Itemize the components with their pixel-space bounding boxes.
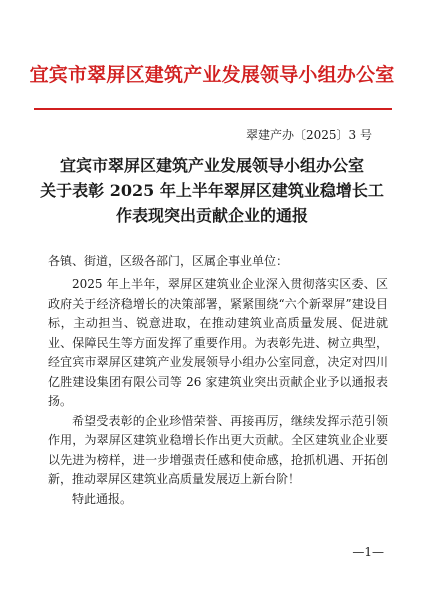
- page-number: —1—: [352, 545, 384, 559]
- document-title: [0, 153, 424, 228]
- body-paragraph: 2025 年上半年，翠屏区建筑业企业深入贯彻落实区委、区政府关于经济稳增长的决策部署，紧紧围绕“六个新翠屏”建设目标，主动担当、锐意进取，在推动建筑业高质量发展、促进就业、保障民生等方面发挥了重要作用。为表彰先进、树立典型，经宜宾市翠屏区建筑产业发展领导小组办公室同意，决定对四川亿胜建设集团有限公司等 26 家建筑业突出贡献企业予以通报表扬。: [48, 277, 388, 408]
- salutation: 各镇、街道，区级各部门，区属企事业单位：: [48, 254, 289, 268]
- issuing-organization-header: 宜宾市翠屏区建筑产业发展领导小组办公室: [29, 64, 395, 86]
- document-title-line: 作表现突出贡献企业的通报: [115, 206, 308, 225]
- document-title-line: 宜宾市翠屏区建筑产业发展领导小组办公室: [59, 156, 364, 175]
- closing-paragraph: 特此通报。: [72, 491, 133, 506]
- body-paragraph: 希望受表彰的企业珍惜荣誉、再接再厉，继续发挥示范引领作用，为翠屏区建筑业稳增长作出更大贡献。全区建筑业企业要以先进为榜样，进一步增强责任感和使命感，抢抓机遇、开拓创新，推动翠屏区建筑业高质量发展迈上新台阶！: [48, 413, 388, 486]
- document-body: [48, 275, 388, 509]
- document-title-line: 关于表彰 2025 年上半年翠屏区建筑业稳增长工: [40, 181, 384, 200]
- document-number: 翠建产办〔2025〕3 号: [246, 128, 372, 142]
- red-divider-line: [34, 108, 392, 110]
